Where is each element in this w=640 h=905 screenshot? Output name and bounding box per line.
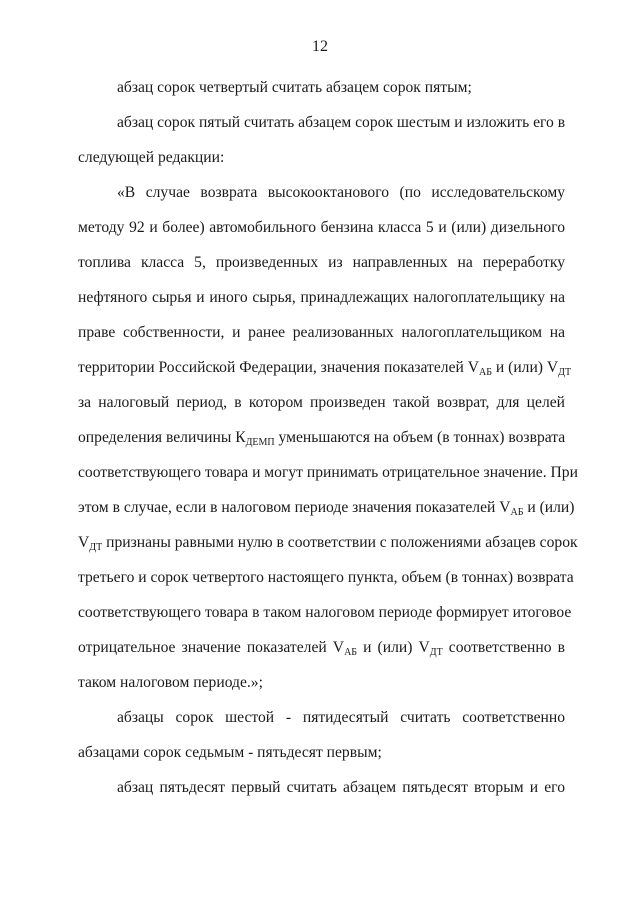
paragraph-line: абзац сорок пятый считать абзацем сорок шестым и изложить его в xyxy=(117,114,566,131)
paragraph-line xyxy=(78,638,565,658)
text-run: этом в случае, если в налоговом периоде значения показателей V xyxy=(78,499,511,516)
paragraph-line xyxy=(78,358,572,378)
paragraph-line: нефтяного сырья и иного сырья, принадлежащих налогоплательщику на xyxy=(78,289,565,306)
paragraph-line: соответствующего товара в таком налоговом периоде формирует итоговое xyxy=(78,604,572,621)
paragraph-line: методу 92 и более) автомобильного бензина класса 5 и (или) дизельного xyxy=(78,219,565,236)
paragraph-line: следующей редакции: xyxy=(78,149,225,166)
subscript: ДЕМП xyxy=(245,437,275,448)
paragraph-line: абзац сорок четвертый считать абзацем сорок пятым; xyxy=(117,79,472,96)
paragraph-line xyxy=(78,428,565,448)
paragraph-line: соответствующего товара и могут принимать отрицательное значение. При xyxy=(78,464,578,481)
subscript: ДТ xyxy=(89,542,103,553)
paragraph-line: абзацы сорок шестой - пятидесятый считать соответственно xyxy=(117,709,565,726)
text-run: V xyxy=(78,534,90,551)
subscript: АБ xyxy=(344,647,358,658)
paragraph-line: абзац пятьдесят первый считать абзацем пятьдесят вторым и его xyxy=(117,779,565,796)
paragraph-line xyxy=(78,533,578,553)
text-run: соответственно в xyxy=(442,639,565,656)
text-run: уменьшаются на объем (в тоннах) возврата xyxy=(274,429,566,446)
subscript: ДТ xyxy=(558,367,572,378)
page-number: 12 xyxy=(312,38,328,55)
text-run: и (или) xyxy=(523,499,575,516)
text-run: и (или) V xyxy=(357,639,430,656)
subscript: ДТ xyxy=(429,647,443,658)
paragraph-line: топлива класса 5, произведенных из направленных на переработку xyxy=(78,254,565,271)
paragraph-line: «В случае возврата высокооктанового (по исследовательскому xyxy=(117,184,565,201)
paragraph-line: таком налоговом периоде.»; xyxy=(78,674,263,691)
subscript: АБ xyxy=(479,367,492,378)
paragraph-line: за налоговый период, в котором произведен такой возврат, для целей xyxy=(78,394,565,411)
paragraph-line xyxy=(78,498,575,518)
text-run: признаны равными нулю в соответствии с положениями абзацев сорок xyxy=(102,534,578,551)
text-run: отрицательное значение показателей V xyxy=(78,639,345,656)
text-run: и (или) V xyxy=(491,359,559,376)
text-run: территории Российской Федерации, значения показателей V xyxy=(78,359,480,376)
paragraph-line: третьего и сорок четвертого настоящего пункта, объем (в тоннах) возврата xyxy=(78,569,574,586)
paragraph-line: праве собственности, и ранее реализованных налогоплательщиком на xyxy=(78,324,565,341)
paragraph-line: абзацами сорок седьмым - пятьдесят первым; xyxy=(78,744,382,761)
text-run: определения величины К xyxy=(78,429,246,446)
subscript: АБ xyxy=(510,507,524,518)
